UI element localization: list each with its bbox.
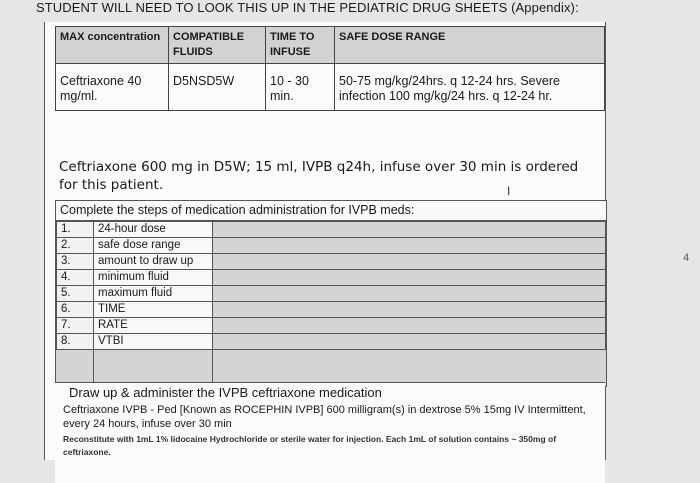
table-row	[57, 302, 606, 318]
step-label: RATE	[94, 318, 213, 334]
step-number: 7.	[57, 318, 94, 334]
step-label: maximum fluid	[94, 286, 213, 302]
table-row	[57, 222, 606, 238]
step-answer-field[interactable]	[213, 238, 606, 254]
step-number: 5.	[57, 286, 94, 302]
filler-cell	[94, 350, 213, 386]
table-row	[57, 286, 606, 302]
table-row	[57, 238, 606, 254]
header-compatible-fluids: COMPATIBLE FLUIDS	[169, 27, 266, 64]
table-row	[57, 254, 606, 270]
cell-fluids: D5NSD5W	[169, 64, 266, 111]
order-text: Ceftriaxone 600 mg in D5W; 15 ml, IVPB q24h, infuse over 30 min is ordered for this patient.	[59, 159, 579, 193]
table-row	[57, 334, 606, 350]
step-answer-field[interactable]	[213, 286, 606, 302]
step-answer-field[interactable]	[213, 334, 606, 350]
cell-dose-range: 50-75 mg/kg/24hrs. q 12-24 hrs. Severe infection 100 mg/kg/24 hrs. q 12-24 hr.	[335, 64, 605, 111]
edge-text: 4	[683, 252, 690, 264]
steps-title: Complete the steps of medication administration for IVPB meds:	[56, 201, 606, 221]
steps-grid	[56, 221, 606, 350]
header-time-to-infuse: TIME TO INFUSE	[266, 27, 335, 64]
step-label: amount to draw up	[94, 254, 213, 270]
filler-cell	[56, 350, 94, 386]
step-answer-field[interactable]	[213, 222, 606, 238]
step-answer-field[interactable]	[213, 350, 606, 386]
step-number: 2.	[57, 238, 94, 254]
text-cursor-icon: I	[507, 184, 511, 198]
step-label: safe dose range	[94, 238, 213, 254]
step-answer-field[interactable]	[213, 302, 606, 318]
step-label: TIME	[94, 302, 213, 318]
step-number: 1.	[57, 222, 94, 238]
header-safe-dose-range: SAFE DOSE RANGE	[335, 27, 605, 64]
step-answer-field[interactable]	[213, 318, 606, 334]
step-number: 8.	[57, 334, 94, 350]
step-number: 4.	[57, 270, 94, 286]
step-answer-field[interactable]	[213, 254, 606, 270]
step-number: 3.	[57, 254, 94, 270]
reconstitution-note: Reconstitute with 1mL 1% lidocaine Hydrochloride or sterile water for injection. Each 1mL of solution contains ~ 350mg of ceftriaxone.	[63, 434, 557, 457]
header-max-concentration: MAX concentration	[56, 27, 169, 64]
step-label: VTBI	[94, 334, 213, 350]
table-row	[57, 270, 606, 286]
drug-info-table	[55, 26, 605, 111]
step-answer-field[interactable]	[213, 270, 606, 286]
worksheet	[44, 22, 606, 460]
cell-time: 10 - 30 min.	[266, 64, 335, 111]
administration-title: Draw up & administer the IVPB ceftriaxone medication	[69, 385, 382, 400]
table-row	[57, 318, 606, 334]
cell-drug: Ceftriaxone 40 mg/ml.	[56, 64, 169, 111]
administration-order: Ceftriaxone IVPB - Ped [Known as ROCEPHIN IVPB] 600 milligram(s) in dextrose 5% 15mg IV Intermittent, every 24 hours, infuse over 30 min	[63, 404, 586, 430]
step-label: 24-hour dose	[94, 222, 213, 238]
steps-filler	[56, 350, 606, 386]
step-number: 6.	[57, 302, 94, 318]
steps-table	[55, 200, 607, 387]
page-heading: STUDENT WILL NEED TO LOOK THIS UP IN THE PEDIATRIC DRUG SHEETS (Appendix):	[36, 0, 579, 15]
step-label: minimum fluid	[94, 270, 213, 286]
administration-section	[55, 382, 605, 483]
